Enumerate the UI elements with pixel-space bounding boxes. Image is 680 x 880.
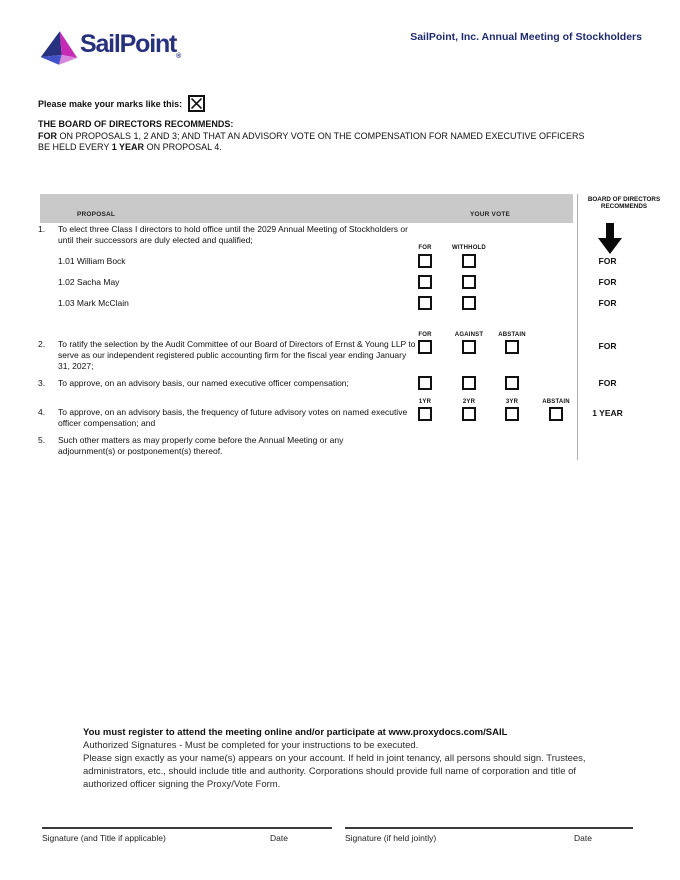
nominee-3-for-checkbox[interactable] [418,296,432,310]
nominee-2-for-checkbox[interactable] [418,275,432,289]
signature-line-left[interactable] [42,827,332,829]
rec-1year-bold: 1 YEAR [111,142,145,152]
signature-right-label: Signature (if held jointly) [345,833,437,843]
proposal-1-text: To elect three Class I directors to hold office until the 2029 Annual Meeting of Stockholders or until their successors are duly elected and qualified; [58,224,408,245]
table-header-bar [40,194,573,223]
sailpoint-pyramid-icon [40,30,78,66]
nominee-3-withhold-checkbox[interactable] [462,296,476,310]
board-recommends-heading: THE BOARD OF DIRECTORS RECOMMENDS: [38,119,234,129]
proposal-column-header: PROPOSAL [77,211,116,218]
proposal-4-number: 4. [38,407,46,417]
recommends-column-header: BOARD OF DIRECTORS RECOMMENDS [587,196,661,211]
logo-wordmark: SailPoint$_®$ [80,30,182,60]
proposal-3-text: To approve, on an advisory basis, our named executive officer compensation; [58,378,349,388]
registered-mark: ® [176,53,182,60]
rec-line2-post: ON PROPOSAL 4. [144,142,222,152]
marked-checkbox-example-icon [188,95,205,112]
signature-right-date-label: Date [574,833,592,843]
nominee-2-recommend: FOR [598,277,617,287]
p4-2yr-checkbox[interactable] [462,407,476,421]
p3-recommend: FOR [598,378,617,388]
signature-left-label: Signature (and Title if applicable) [42,833,166,843]
p4-1yr-checkbox[interactable] [418,407,432,421]
signature-left-date-label: Date [270,833,288,843]
p4-2yr-column-label: 2YR [462,399,476,405]
recommendation-line-1 [38,131,584,141]
p2-abstain-checkbox[interactable] [505,340,519,354]
recommends-divider-line [577,194,578,460]
p1-withhold-column-label: WITHHOLD [452,245,486,251]
your-vote-column-header: YOUR VOTE [469,211,511,218]
nominee-3-label: 1.03 Mark McClain [58,298,129,308]
footer-instructions [83,726,610,791]
nominee-2-label: 1.02 Sacha May [58,277,120,287]
sailpoint-logo [40,26,181,69]
p4-1yr-column-label: 1YR [418,399,432,405]
proposal-5-text: Such other matters as may properly come before the Annual Meeting or any adjournment(s) or postponement(s) thereof. [58,435,344,456]
p3-abstain-checkbox[interactable] [505,376,519,390]
p3-against-checkbox[interactable] [462,376,476,390]
proposal-5-number: 5. [38,435,46,445]
proposal-3-number: 3. [38,378,46,388]
nominee-1-recommend: FOR [598,256,617,266]
nominee-3-recommend: FOR [598,298,617,308]
document-title: SailPoint, Inc. Annual Meeting of Stockholders [410,31,642,43]
p2-against-column-label: AGAINST [454,332,484,338]
proposal-1-number: 1. [38,224,46,234]
rec-for-bold: FOR [38,131,57,141]
x-mark-icon [191,98,202,109]
p2-abstain-column-label: ABSTAIN [498,332,526,338]
rec-line1-rest: ON PROPOSALS 1, 2 AND 3; AND THAT AN ADVISORY VOTE ON THE COMPENSATION FOR NAMED EXECUTIVE OFFICERS [57,131,585,141]
proposal-2-text: To ratify the selection by the Audit Committee of our Board of Directors of Ernst & Young LLP to serve as our independent registered public accounting firm for the fiscal year ending January 31, 2027; [58,339,416,371]
down-arrow-icon [598,223,622,254]
p2-for-column-label: FOR [418,332,432,338]
register-notice: You must register to attend the meeting online and/or participate at www.proxydocs.com/SAIL [83,727,508,738]
p1-for-column-label: FOR [418,245,432,251]
p4-abstain-checkbox[interactable] [549,407,563,421]
p4-3yr-checkbox[interactable] [505,407,519,421]
p4-3yr-column-label: 3YR [505,399,519,405]
signature-line-right[interactable] [345,827,633,829]
p2-against-checkbox[interactable] [462,340,476,354]
sign-instructions-paragraph: Please sign exactly as your name(s) appears on your account. If held in joint tenancy, all persons should sign. Trustees, administrators, etc., should include title and authority. Corporations should provide full name of corporation and title of authorized officer signing the Proxy/Vote Form. [83,753,586,790]
p2-for-checkbox[interactable] [418,340,432,354]
proposal-2-number: 2. [38,339,46,349]
p3-for-checkbox[interactable] [418,376,432,390]
p4-abstain-column-label: ABSTAIN [542,399,570,405]
marks-instruction-label: Please make your marks like this: [38,99,183,109]
nominee-1-for-checkbox[interactable] [418,254,432,268]
p4-recommend: 1 YEAR [592,408,623,418]
rec-line2-pre: BE HELD EVERY [38,142,112,152]
nominee-1-withhold-checkbox[interactable] [462,254,476,268]
p2-recommend: FOR [598,341,617,351]
proposal-4-text: To approve, on an advisory basis, the frequency of future advisory votes on named executive officer compensation; and [58,407,408,428]
nominee-2-withhold-checkbox[interactable] [462,275,476,289]
authorized-signatures-line: Authorized Signatures - Must be completed for your instructions to be executed. [83,740,419,751]
nominee-1-label: 1.01 William Bock [58,256,126,266]
recommendation-line-2 [38,142,222,152]
